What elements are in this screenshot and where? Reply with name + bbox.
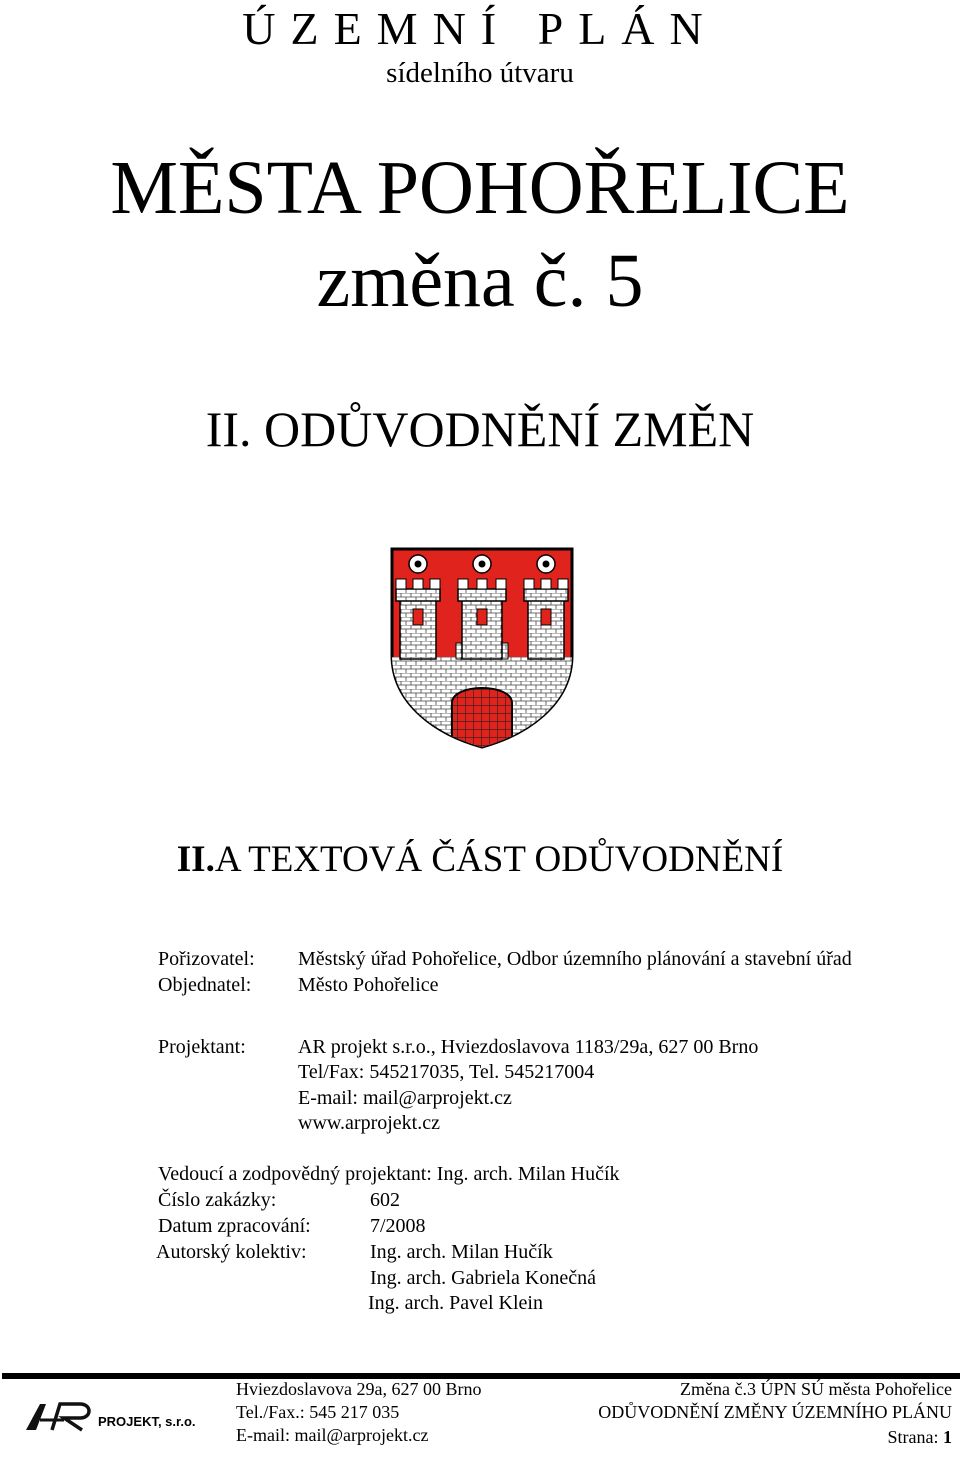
date-label: Datum zpracování: <box>158 1215 311 1237</box>
document-title: ÚZEMNÍ PLÁN <box>242 3 718 54</box>
footer-doc-subtitle: ODŮVODNĚNÍ ZMĚNY ÚZEMNÍHO PLÁNU <box>598 1402 952 1422</box>
authors-label: Autorský kolektiv: <box>156 1241 307 1263</box>
footer-phone: Tel./Fax.: 545 217 035 <box>236 1402 400 1422</box>
change-number: změna č. 5 <box>316 239 644 323</box>
order-label: Číslo zakázky: <box>158 1189 277 1211</box>
projektant-line: Tel/Fax: 545217035, Tel. 545217004 <box>298 1061 595 1083</box>
author-name: Ing. arch. Gabriela Konečná <box>370 1267 596 1289</box>
objednatel-value: Město Pohořelice <box>298 974 439 996</box>
footer-doc-title: Změna č.3 ÚPN SÚ města Pohořelice <box>680 1379 952 1399</box>
page-number: 1 <box>943 1427 952 1447</box>
section-title-text: A TEXTOVÁ ČÁST ODŮVODNĚNÍ <box>214 839 784 880</box>
projektant-line: www.arprojekt.cz <box>298 1112 440 1134</box>
projektant-line: E-mail: mail@arprojekt.cz <box>298 1087 512 1109</box>
page-label: Strana: <box>887 1427 943 1447</box>
logo-text: PROJEKT, s.r.o. <box>98 1414 196 1429</box>
footer-email: E-mail: mail@arprojekt.cz <box>236 1425 429 1445</box>
footer-page <box>888 1427 953 1448</box>
coat-of-arms-image <box>386 545 578 750</box>
town-name: MĚSTA POHOŘELICE <box>110 146 850 230</box>
part-title: II. ODŮVODNĚNÍ ZMĚN <box>205 401 755 457</box>
objednatel-label: Objednatel: <box>158 974 252 996</box>
ar-logo-icon <box>24 1400 96 1432</box>
section-title <box>0 838 960 881</box>
author-name: Ing. arch. Milan Hučík <box>370 1241 553 1263</box>
porizovatel-label: Pořizovatel: <box>158 948 255 970</box>
porizovatel-value: Městský úřad Pohořelice, Odbor územního plánování a stavební úřad <box>298 948 852 970</box>
date-value: 7/2008 <box>370 1215 426 1237</box>
footer-address: Hviezdoslavova 29a, 627 00 Brno <box>236 1379 482 1399</box>
author-name: Ing. arch. Pavel Klein <box>368 1292 543 1314</box>
section-prefix: II. <box>176 839 215 880</box>
document-subtitle: sídelního útvaru <box>386 57 574 89</box>
lead-architect: Vedoucí a zodpovědný projektant: Ing. arch. Milan Hučík <box>158 1163 620 1185</box>
order-value: 602 <box>370 1189 400 1211</box>
projektant-label: Projektant: <box>158 1036 246 1058</box>
projektant-line: AR projekt s.r.o., Hviezdoslavova 1183/29a, 627 00 Brno <box>298 1036 759 1058</box>
